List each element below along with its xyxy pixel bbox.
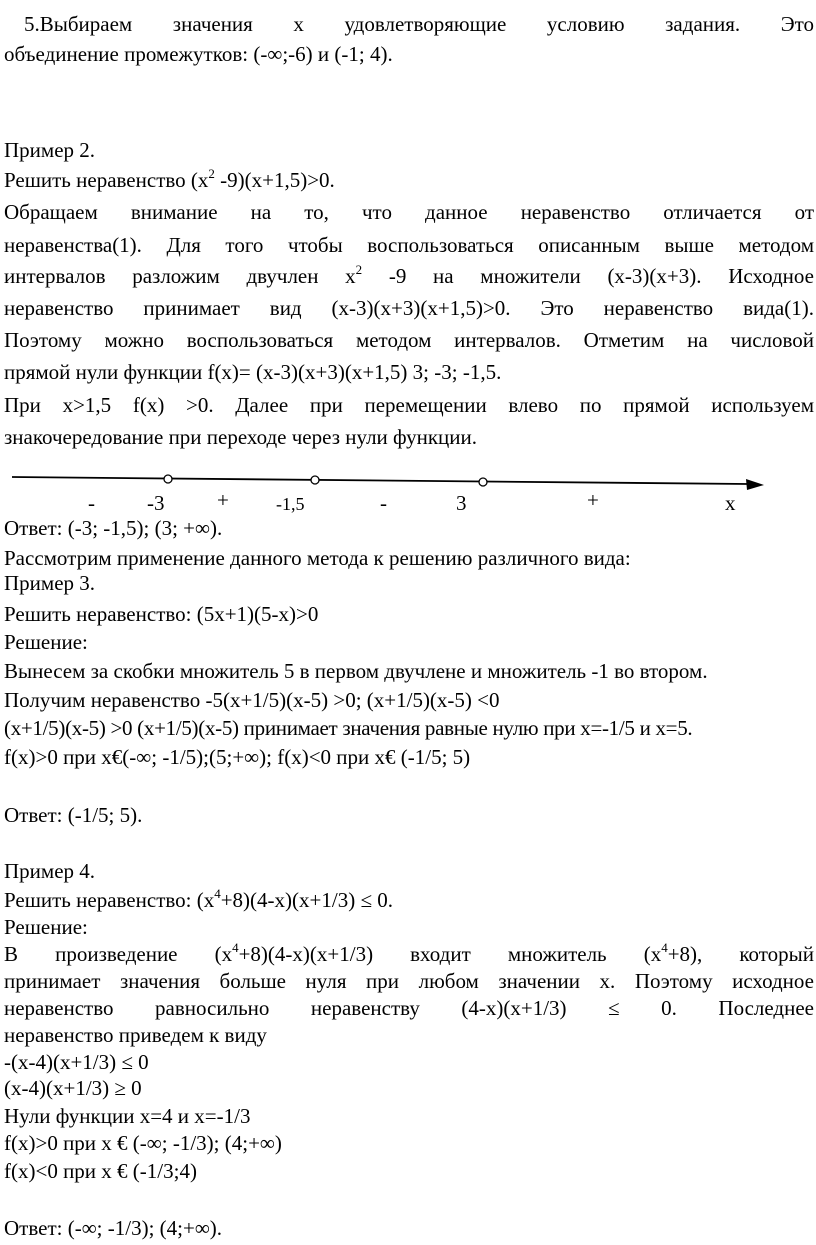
paragraph-line: Решение: (4, 915, 88, 939)
sign-label: + (217, 488, 229, 512)
paragraph-line: неравенство принимает вид (х-3)(х+3)(х+1,5)>0. Это неравенство вида(1). (4, 296, 814, 320)
paragraph-line: При х>1,5 f(x) >0. Далее при перемещении влево по прямой используем (4, 393, 814, 417)
paragraph-line: Вынесем за скобки множитель 5 в первом двучлене и множитель -1 во втором. (4, 659, 708, 683)
example-heading: Пример 2. (4, 138, 96, 162)
paragraph-line: Решение: (4, 630, 88, 654)
paragraph-line: объединение промежутков: (-∞;-6) и (-1; 4). (4, 42, 393, 66)
sign-label: + (587, 488, 599, 512)
number-line (0, 462, 816, 498)
text-span: Решить неравенство (х (4, 168, 209, 192)
sign-label: - (380, 491, 387, 515)
problem-statement (4, 166, 814, 192)
paragraph-line: неравенство равносильно неравенству (4-х)(х+1/3) ≤ 0. Последнее (4, 996, 814, 1020)
superscript: 2 (208, 166, 215, 181)
number-line-point-minus3 (164, 475, 172, 483)
superscript: 2 (355, 262, 363, 277)
point-label: -1,5 (276, 494, 305, 514)
superscript: 4 (661, 940, 668, 955)
paragraph-line: (х+1/5)(х-5) >0 (х+1/5)(х-5) принимает значения равные нулю при х=-1/5 и х=5. (4, 716, 693, 740)
point-label: -3 (147, 491, 165, 515)
paragraph-line: Поэтому можно воспользоваться методом интервалов. Отметим на числовой (4, 328, 814, 352)
paragraph-line: f(x)<0 при х € (-1/3;4) (4, 1159, 197, 1183)
paragraph-line (4, 262, 814, 288)
axis-variable-label: x (725, 491, 736, 515)
sign-label: - (88, 491, 95, 515)
text-span: +8), который (667, 942, 814, 966)
paragraph-line: f(x)>0 при х € (-∞; -1/3); (4;+∞) (4, 1131, 282, 1155)
paragraph-line: Рассмотрим применение данного метода к решению различного вида: (4, 546, 631, 570)
paragraph-line: знакочередование при переходе через нули функции. (4, 425, 478, 449)
paragraph-line: принимает значения больше нуля при любом значении х. Поэтому исходное (4, 969, 814, 993)
paragraph-line (4, 940, 814, 966)
paragraph-line: неравенство приведем к виду (4, 1023, 267, 1047)
paragraph-line: неравенства(1). Для того чтобы воспользоваться описанным выше методом (4, 233, 814, 257)
example-heading: Пример 4. (4, 859, 96, 883)
paragraph-line: -(х-4)(х+1/3) ≤ 0 (4, 1050, 149, 1074)
paragraph-line: (х-4)(х+1/3) ≥ 0 (4, 1076, 142, 1100)
answer-line: Ответ: (-3; -1,5); (3; +∞). (4, 516, 223, 540)
paragraph-line: Получим неравенство -5(х+1/5)(х-5) >0; (х+1/5)(х-5) <0 (4, 688, 500, 712)
text-span: Решить неравенство: (х (4, 888, 215, 912)
problem-statement: Решить неравенство: (5х+1)(5-х)>0 (4, 602, 319, 626)
text-span: В произведение (х (4, 942, 233, 966)
superscript: 4 (232, 940, 239, 955)
example-heading: Пример 3. (4, 571, 96, 595)
paragraph-line: 5.Выбираем значения х удовлетворяющие условию задания. Это (24, 12, 814, 36)
answer-line: Ответ: (-∞; -1/3); (4;+∞). (4, 1216, 223, 1240)
text-span: -9 на множители (х-3)(х+3). Исходное (362, 264, 814, 288)
problem-statement (4, 886, 814, 912)
text-span: интервалов разложим двучлен х (4, 264, 356, 288)
answer-line: Ответ: (-1/5; 5). (4, 803, 143, 827)
paragraph-line: Обращаем внимание на то, что данное неравенство отличается от (4, 200, 814, 224)
paragraph-line: прямой нули функции f(x)= (х-3)(х+3)(х+1,5) 3; -3; -1,5. (4, 360, 502, 384)
point-label: 3 (456, 491, 467, 515)
superscript: 4 (214, 886, 221, 901)
text-span: +8)(4-х)(х+1/3) входит множитель (х (238, 942, 662, 966)
number-line-point-minus1-5 (311, 476, 319, 484)
number-line-point-3 (479, 478, 487, 486)
text-span: -9)(х+1,5)>0. (214, 168, 335, 192)
number-line-axis (12, 477, 748, 484)
number-line-arrow (746, 479, 764, 490)
text-span: +8)(4-х)(х+1/3) ≤ 0. (220, 888, 393, 912)
paragraph-line: Нули функции х=4 и х=-1/3 (4, 1104, 251, 1128)
paragraph-line: f(x)>0 при х€(-∞; -1/5);(5;+∞); f(x)<0 при х€ (-1/5; 5) (4, 745, 471, 769)
